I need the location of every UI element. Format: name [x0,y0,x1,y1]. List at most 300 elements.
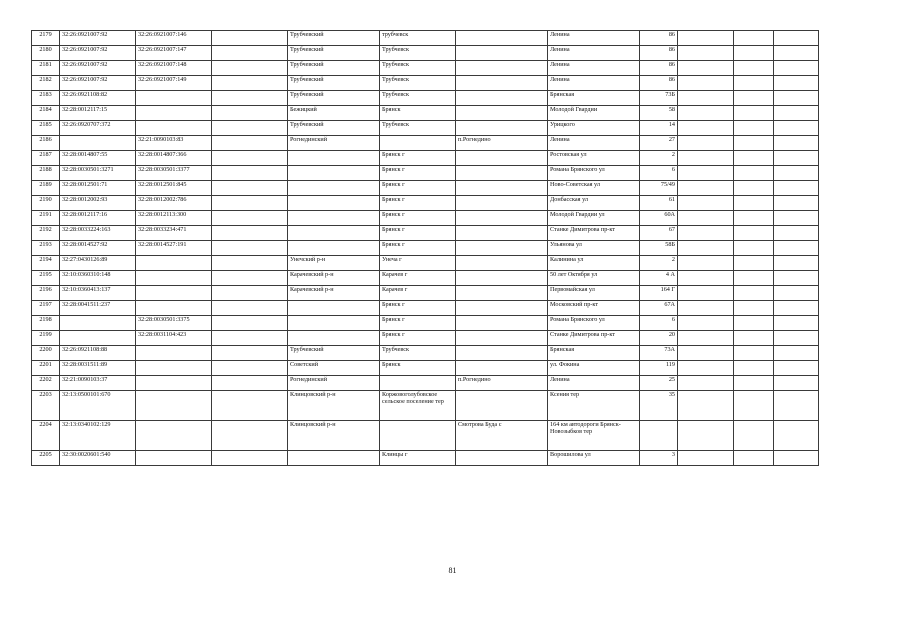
settlement [456,76,548,91]
table-row [32,421,819,451]
cadastral-number-land: 32:28:0014527:92 [60,241,136,256]
row-number: 2195 [32,271,60,286]
blank-column [212,136,288,151]
empty-cell [774,76,819,91]
row-number: 2197 [32,301,60,316]
blank-column [212,151,288,166]
empty-cell [774,196,819,211]
empty-cell [774,391,819,421]
empty-cell [774,421,819,451]
blank-column [212,121,288,136]
empty-cell [774,376,819,391]
empty-cell [678,166,734,181]
settlement [456,166,548,181]
cadastral-number-land: 32:28:0030501:3271 [60,166,136,181]
empty-cell [774,316,819,331]
table-row [32,31,819,46]
district: Советский [288,361,380,376]
street: Брянская [548,91,640,106]
city: Брянск г [380,316,456,331]
house-number: 86 [640,76,678,91]
settlement [456,46,548,61]
city: Брянск г [380,331,456,346]
cadastral-number-object: 32:26:0921007:146 [136,31,212,46]
empty-cell [678,91,734,106]
empty-cell [678,136,734,151]
cadastral-number-object [136,256,212,271]
city: Трубчевск [380,76,456,91]
cadastral-number-object: 32:28:0012113:300 [136,211,212,226]
empty-cell [774,136,819,151]
table-body [32,31,819,466]
table-row [32,316,819,331]
blank-column [212,361,288,376]
settlement [456,106,548,121]
row-number: 2184 [32,106,60,121]
settlement [456,91,548,106]
cadastral-table [31,30,819,466]
house-number: 164 Г [640,286,678,301]
blank-column [212,241,288,256]
cadastral-number-object: 32:26:0921007:147 [136,46,212,61]
blank-column [212,346,288,361]
cadastral-number-land: 32:13:0500101:670 [60,391,136,421]
table-row [32,286,819,301]
cadastral-number-object [136,361,212,376]
empty-cell [734,241,774,256]
district: Рогнединский [288,136,380,151]
cadastral-number-land: 32:27:0430126:89 [60,256,136,271]
empty-cell [734,331,774,346]
row-number: 2191 [32,211,60,226]
empty-cell [734,301,774,316]
blank-column [212,376,288,391]
cadastral-number-land: 32:13:0340102:129 [60,421,136,451]
row-number: 2180 [32,46,60,61]
cadastral-number-land: 32:28:0014807:55 [60,151,136,166]
blank-column [212,316,288,331]
street: Первомайская ул [548,286,640,301]
row-number: 2188 [32,166,60,181]
row-number: 2205 [32,451,60,466]
row-number: 2192 [32,226,60,241]
empty-cell [678,331,734,346]
blank-column [212,301,288,316]
empty-cell [678,151,734,166]
settlement [456,316,548,331]
cadastral-number-land: 32:28:0033224:163 [60,226,136,241]
district: Трубчевский [288,346,380,361]
empty-cell [734,391,774,421]
district [288,151,380,166]
cadastral-number-object: 32:26:0921007:148 [136,61,212,76]
blank-column [212,106,288,121]
settlement [456,181,548,196]
table-row [32,256,819,271]
row-number: 2183 [32,91,60,106]
house-number: 14 [640,121,678,136]
house-number: 73А [640,346,678,361]
row-number: 2182 [32,76,60,91]
empty-cell [678,61,734,76]
district [288,211,380,226]
house-number: 61 [640,196,678,211]
house-number: 58Б [640,241,678,256]
empty-cell [774,301,819,316]
street: 164 км автодороги Брянск-Новозыбков тер [548,421,640,451]
table-row [32,331,819,346]
house-number: 67А [640,301,678,316]
district: Карачевский р-н [288,271,380,286]
row-number: 2190 [32,196,60,211]
blank-column [212,31,288,46]
table-row [32,226,819,241]
house-number: 58 [640,106,678,121]
city: Клинцы г [380,451,456,466]
cadastral-number-land [60,136,136,151]
empty-cell [774,31,819,46]
city [380,376,456,391]
empty-cell [734,271,774,286]
settlement [456,196,548,211]
street: Донбасская ул [548,196,640,211]
settlement [456,211,548,226]
empty-cell [774,361,819,376]
cadastral-number-object [136,391,212,421]
cadastral-number-object [136,106,212,121]
house-number: 20 [640,331,678,346]
empty-cell [678,286,734,301]
empty-cell [774,241,819,256]
empty-cell [734,256,774,271]
district [288,226,380,241]
empty-cell [678,121,734,136]
empty-cell [734,151,774,166]
table-row [32,46,819,61]
empty-cell [734,106,774,121]
city: Брянск г [380,181,456,196]
empty-cell [678,226,734,241]
house-number: 86 [640,31,678,46]
street: Станке Димитрова пр-кт [548,226,640,241]
street: Урицкого [548,121,640,136]
empty-cell [734,421,774,451]
cadastral-number-object [136,91,212,106]
table-row [32,151,819,166]
empty-cell [678,196,734,211]
blank-column [212,181,288,196]
settlement [456,361,548,376]
cadastral-number-object [136,421,212,451]
district: Бежицкий [288,106,380,121]
district [288,241,380,256]
cadastral-number-object: 32:28:0014807:366 [136,151,212,166]
house-number: 2 [640,151,678,166]
empty-cell [678,316,734,331]
street: Ново-Советская ул [548,181,640,196]
district [288,166,380,181]
house-number: 25 [640,376,678,391]
city: Брянск г [380,301,456,316]
cadastral-number-land: 32:26:0921007:92 [60,46,136,61]
cadastral-number-object [136,271,212,286]
street: Ксения тер [548,391,640,421]
district [288,331,380,346]
empty-cell [678,451,734,466]
cadastral-number-land: 32:30:0020601:540 [60,451,136,466]
empty-cell [734,196,774,211]
table-row [32,196,819,211]
row-number: 2194 [32,256,60,271]
street: Ленина [548,376,640,391]
district: Трубчевский [288,46,380,61]
city: Брянск г [380,166,456,181]
table-row [32,166,819,181]
cadastral-number-land: 32:28:0031511:89 [60,361,136,376]
city: Карачев г [380,286,456,301]
row-number: 2189 [32,181,60,196]
row-number: 2196 [32,286,60,301]
blank-column [212,196,288,211]
table-row [32,241,819,256]
house-number: 4 А [640,271,678,286]
row-number: 2193 [32,241,60,256]
house-number: 119 [640,361,678,376]
blank-column [212,451,288,466]
district: Клинцовский р-н [288,421,380,451]
row-number: 2204 [32,421,60,451]
street: 50 лет Октября ул [548,271,640,286]
city: Брянск г [380,211,456,226]
street: Ленина [548,76,640,91]
row-number: 2187 [32,151,60,166]
empty-cell [774,346,819,361]
settlement [456,286,548,301]
house-number: 6 [640,316,678,331]
cadastral-number-object: 32:28:0014527:191 [136,241,212,256]
empty-cell [678,181,734,196]
street: Брянская [548,346,640,361]
blank-column [212,76,288,91]
district [288,181,380,196]
empty-cell [774,256,819,271]
empty-cell [774,166,819,181]
empty-cell [734,76,774,91]
blank-column [212,166,288,181]
street: Московский пр-кт [548,301,640,316]
empty-cell [774,451,819,466]
row-number: 2202 [32,376,60,391]
empty-cell [774,181,819,196]
street: Молодой Гвардии [548,106,640,121]
district [288,196,380,211]
empty-cell [774,226,819,241]
blank-column [212,286,288,301]
district: Карачевский р-н [288,286,380,301]
district: Трубчевский [288,91,380,106]
empty-cell [678,46,734,61]
cadastral-number-land: 32:26:0921108:88 [60,346,136,361]
table-row [32,136,819,151]
settlement: Смотрова Буда с [456,421,548,451]
district: Трубчевский [288,76,380,91]
cadastral-number-land [60,331,136,346]
empty-cell [678,391,734,421]
cadastral-number-object: 32:28:0030501:3375 [136,316,212,331]
empty-cell [734,181,774,196]
empty-cell [678,241,734,256]
city: Трубчевск [380,61,456,76]
cadastral-number-land: 32:10:0360310:148 [60,271,136,286]
cadastral-number-object: 32:26:0921007:149 [136,76,212,91]
city [380,136,456,151]
city: Трубчевск [380,91,456,106]
district: Клинцовский р-н [288,391,380,421]
empty-cell [678,271,734,286]
empty-cell [734,46,774,61]
street: Ульянова ул [548,241,640,256]
settlement [456,391,548,421]
empty-cell [678,106,734,121]
settlement [456,331,548,346]
settlement [456,271,548,286]
city: Брянск [380,361,456,376]
city: Коржовоголубовское сельское поселение тер [380,391,456,421]
cadastral-number-land: 32:28:0041511:237 [60,301,136,316]
settlement [456,256,548,271]
empty-cell [774,121,819,136]
empty-cell [774,211,819,226]
empty-cell [734,211,774,226]
street: Ленина [548,136,640,151]
city: Брянск [380,106,456,121]
cadastral-number-land: 32:26:0921007:92 [60,61,136,76]
table-row [32,91,819,106]
city: Трубчевск [380,46,456,61]
settlement [456,346,548,361]
house-number: 35 [640,391,678,421]
house-number: 86 [640,46,678,61]
table-row [32,301,819,316]
house-number: 27 [640,136,678,151]
empty-cell [734,316,774,331]
settlement [456,151,548,166]
blank-column [212,421,288,451]
empty-cell [774,91,819,106]
cadastral-number-object: 32:21:0090103:83 [136,136,212,151]
settlement [456,451,548,466]
empty-cell [678,346,734,361]
city [380,421,456,451]
empty-cell [774,286,819,301]
city: Брянск г [380,226,456,241]
street: Станке Димитрова пр-кт [548,331,640,346]
settlement [456,61,548,76]
city: Брянск г [380,151,456,166]
settlement: п.Рогнедино [456,136,548,151]
empty-cell [734,166,774,181]
table-row [32,76,819,91]
house-number [640,421,678,451]
house-number: 67 [640,226,678,241]
empty-cell [678,211,734,226]
table-row [32,106,819,121]
row-number: 2201 [32,361,60,376]
cadastral-number-land: 32:26:0920707:372 [60,121,136,136]
empty-cell [774,331,819,346]
city: Трубчевск [380,346,456,361]
row-number: 2198 [32,316,60,331]
cadastral-number-land: 32:26:0921007:92 [60,31,136,46]
district [288,301,380,316]
empty-cell [734,361,774,376]
district [288,316,380,331]
settlement [456,226,548,241]
empty-cell [734,286,774,301]
blank-column [212,256,288,271]
blank-column [212,211,288,226]
street: Романа Брянского ул [548,166,640,181]
empty-cell [734,91,774,106]
street: Калинина ул [548,256,640,271]
settlement [456,301,548,316]
row-number: 2185 [32,121,60,136]
page-number: 81 [448,566,457,575]
street: Ленина [548,46,640,61]
table-row [32,346,819,361]
cadastral-number-land: 32:28:0012501:71 [60,181,136,196]
street: Ворошилова ул [548,451,640,466]
district: Трубчевский [288,31,380,46]
empty-cell [734,136,774,151]
street: Ленина [548,61,640,76]
table-row [32,361,819,376]
table-row [32,391,819,421]
empty-cell [774,271,819,286]
house-number: 73Б [640,91,678,106]
table-row [32,121,819,136]
row-number: 2200 [32,346,60,361]
table-row [32,181,819,196]
cadastral-number-object [136,451,212,466]
empty-cell [774,61,819,76]
table-row [32,451,819,466]
city: Карачев г [380,271,456,286]
house-number: 86 [640,61,678,76]
empty-cell [678,76,734,91]
table-row [32,271,819,286]
street: Молодой Гвардии ул [548,211,640,226]
cadastral-number-object [136,346,212,361]
empty-cell [734,121,774,136]
cadastral-number-object [136,286,212,301]
table-row [32,376,819,391]
blank-column [212,271,288,286]
city: трубчевск [380,31,456,46]
settlement: п.Рогнедино [456,376,548,391]
empty-cell [678,301,734,316]
empty-cell [734,346,774,361]
street: Ленина [548,31,640,46]
cadastral-number-land: 32:28:0012002:93 [60,196,136,211]
row-number: 2203 [32,391,60,421]
city: Брянск г [380,196,456,211]
cadastral-number-object: 32:28:0031104:423 [136,331,212,346]
cadastral-number-object: 32:28:0012501:845 [136,181,212,196]
cadastral-number-object [136,121,212,136]
cadastral-number-object: 32:28:0012002:786 [136,196,212,211]
cadastral-number-object [136,301,212,316]
